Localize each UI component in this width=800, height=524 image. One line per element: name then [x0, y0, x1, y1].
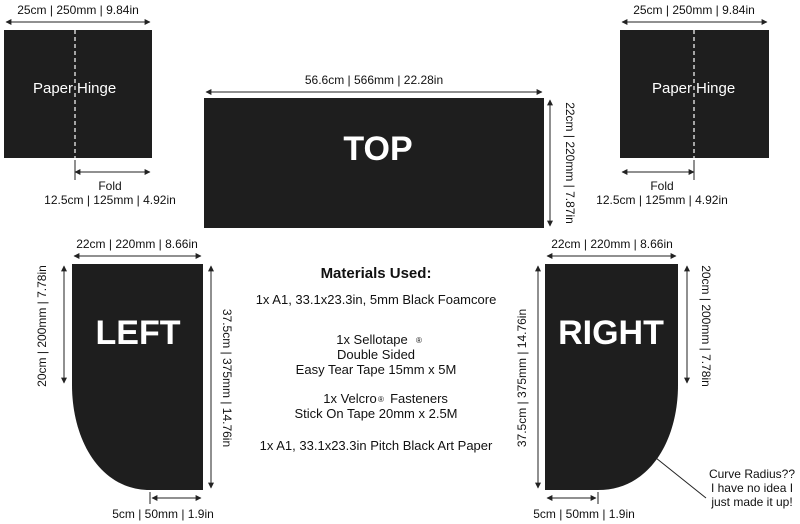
left-width-label: 22cm | 220mm | 8.66in	[76, 237, 198, 251]
materials-block	[256, 265, 497, 453]
left-side-label: 20cm | 200mm | 7.78in	[35, 265, 49, 387]
curve-note-pointer	[656, 458, 706, 498]
right-hinge-fold-label: Fold	[650, 179, 674, 193]
right-height-label: 37.5cm | 375mm | 14.76in	[515, 308, 529, 448]
right-hinge-text-hinge: Hinge	[696, 80, 736, 97]
right-hinge-fold-dim-label: 12.5cm | 125mm | 4.92in	[596, 193, 728, 207]
right-width-label: 22cm | 220mm | 8.66in	[551, 237, 673, 251]
right-panel-group	[515, 237, 795, 521]
left-hinge-width-label: 25cm | 250mm | 9.84in	[17, 3, 139, 17]
materials-item-sellotape: 1x Sellotape	[336, 332, 408, 347]
right-panel	[545, 264, 678, 490]
materials-item-sellotape-line3: Easy Tear Tape 15mm x 5M	[295, 362, 457, 377]
left-hinge-text-paper: Paper	[32, 80, 73, 97]
sellotape-registered-mark: ®	[416, 336, 422, 345]
materials-item-velcro-fasteners: Fasteners	[390, 391, 448, 406]
curve-note-line2: I have no idea I	[710, 481, 794, 495]
top-height-label: 22cm | 220mm | 7.87in	[563, 102, 577, 224]
materials-item-velcro: 1x Velcro	[323, 391, 377, 406]
left-bottom-label: 5cm | 50mm | 1.9in	[112, 507, 214, 521]
left-hinge-group	[4, 3, 176, 207]
materials-item-sellotape-line2: Double Sided	[336, 347, 416, 362]
materials-item-velcro-line3: Stick On Tape 20mm x 2.5M	[294, 406, 458, 421]
materials-item-art-paper: 1x A1, 33.1x23.3in Pitch Black Art Paper	[259, 438, 493, 453]
right-hinge-text-paper: Paper	[651, 80, 692, 97]
right-bottom-label: 5cm | 50mm | 1.9in	[533, 507, 635, 521]
curve-note-line1: Curve Radius??	[708, 467, 796, 481]
left-panel	[72, 264, 203, 490]
left-panel-group	[35, 237, 234, 521]
materials-title: Materials Used:	[320, 265, 432, 282]
velcro-registered-mark: ®	[378, 395, 384, 404]
left-hinge-text-hinge: Hinge	[77, 80, 117, 97]
right-hinge-width-label: 25cm | 250mm | 9.84in	[633, 3, 755, 17]
left-hinge-fold-label: Fold	[98, 179, 122, 193]
curve-note-line3: just made it up!	[711, 495, 793, 509]
left-hinge-fold-dim-label: 12.5cm | 125mm | 4.92in	[44, 193, 176, 207]
left-height-label: 37.5cm | 375mm | 14.76in	[220, 308, 234, 448]
right-hinge-group	[596, 3, 769, 207]
top-panel-label: TOP	[343, 130, 413, 168]
right-side-label: 20cm | 200mm | 7.78in	[699, 265, 713, 387]
top-width-label: 56.6cm | 566mm | 22.28in	[304, 73, 444, 87]
top-panel-group	[204, 73, 577, 228]
left-panel-label: LEFT	[95, 314, 181, 352]
materials-item-foamcore: 1x A1, 33.1x23.3in, 5mm Black Foamcore	[255, 292, 497, 307]
right-panel-label: RIGHT	[558, 314, 664, 352]
